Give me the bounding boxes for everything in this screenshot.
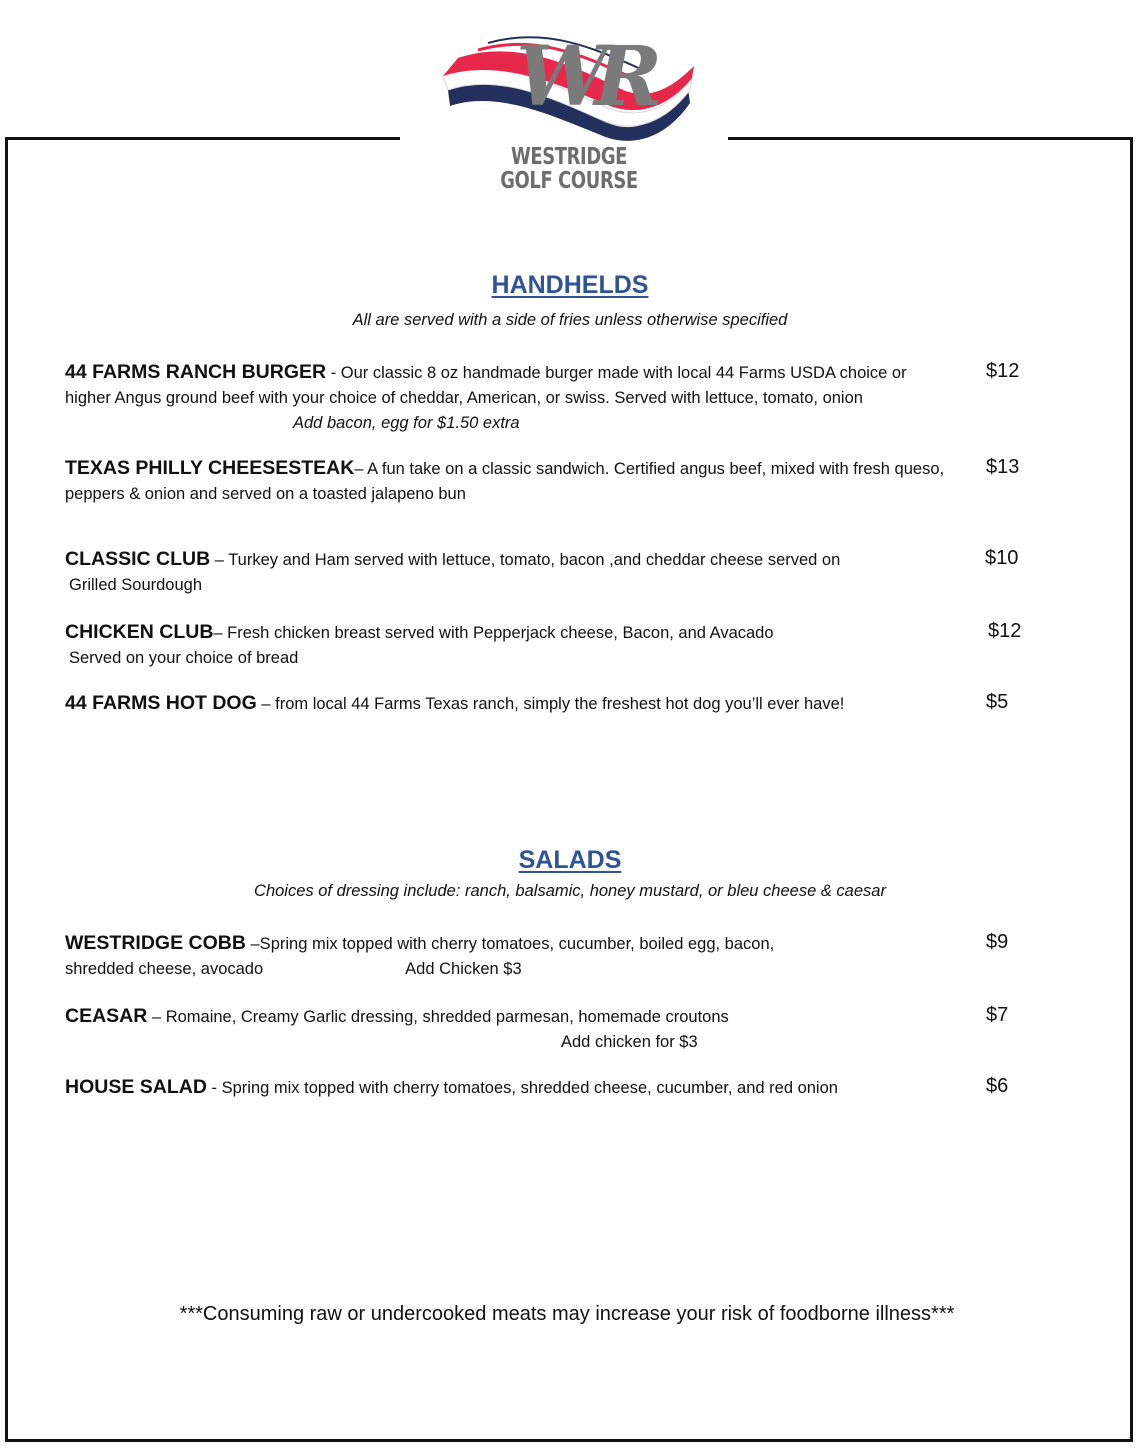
- menu-item: [65, 931, 945, 982]
- logo-name-line2: GOLF COURSE: [500, 168, 638, 194]
- item-name: CLASSIC CLUB: [65, 548, 211, 570]
- item-desc: – Fresh chicken breast served with Pepperjack cheese, Bacon, and Avacado: [213, 624, 774, 642]
- menu-item: [65, 1004, 945, 1055]
- item-price: $9: [986, 931, 1009, 953]
- salads-title: SALADS: [518, 846, 622, 874]
- menu-item: [65, 691, 945, 717]
- item-name: 44 FARMS RANCH BURGER: [65, 361, 327, 383]
- item-price: $7: [986, 1004, 1009, 1026]
- item-name: 44 FARMS HOT DOG: [65, 692, 257, 714]
- item-extra: Add Chicken $3: [405, 960, 522, 978]
- item-desc: - Spring mix topped with cherry tomatoes, shredded cheese, cucumber, and red onion: [206, 1079, 838, 1097]
- item-price: $10: [985, 547, 1019, 569]
- item-price: $6: [986, 1075, 1009, 1097]
- salads-subtitle: Choices of dressing include: ranch, balsamic, honey mustard, or bleu cheese & caesar: [254, 882, 886, 900]
- item-extra: Add chicken for $3: [561, 1033, 698, 1051]
- handhelds-title: HANDHELDS: [491, 271, 649, 299]
- item-name: HOUSE SALAD: [65, 1076, 207, 1098]
- menu-item: [65, 360, 945, 436]
- item-desc: –Spring mix topped with cherry tomatoes, cucumber, boiled egg, bacon,: [245, 935, 775, 953]
- item-price: $12: [986, 360, 1020, 382]
- monogram: WR: [516, 29, 649, 125]
- item-desc: – Turkey and Ham served with lettuce, tomato, bacon ,and cheddar cheese served on: [210, 551, 841, 569]
- menu-item: [65, 456, 945, 507]
- item-desc: - Our classic 8 oz handmade burger made with local 44 Farms USDA choice or higher Angus ground beef with your choice of cheddar, American, or swiss. Served with lettuce, tomato, onion: [65, 364, 907, 407]
- menu-border: [5, 137, 1133, 1442]
- food-safety-note: ***Consuming raw or undercooked meats may increase your risk of foodborne illness***: [179, 1303, 955, 1325]
- handhelds-subtitle: All are served with a side of fries unless otherwise specified: [352, 311, 788, 329]
- item-extra: Add bacon, egg for $1.50 extra: [293, 414, 520, 432]
- item-name: TEXAS PHILLY CHEESESTEAK: [65, 457, 355, 479]
- item-price: $5: [986, 691, 1009, 713]
- item-desc: – A fun take on a classic sandwich. Certified angus beef, mixed with fresh queso, peppers & onion and served on a toasted jalapeno bun: [65, 460, 945, 503]
- item-name: CEASAR: [65, 1005, 148, 1027]
- item-price: $13: [986, 456, 1020, 478]
- item-desc: – from local 44 Farms Texas ranch, simply the freshest hot dog you’ll ever have!: [256, 695, 845, 713]
- item-desc-line2: Grilled Sourdough: [69, 576, 202, 594]
- logo-name-line1: WESTRIDGE: [510, 144, 628, 170]
- westridge-logo: [438, 28, 700, 198]
- menu-item: [65, 620, 945, 671]
- item-desc-line2: shredded cheese, avocado: [65, 960, 264, 978]
- item-name: WESTRIDGE COBB: [65, 932, 246, 954]
- item-price: $12: [988, 620, 1022, 642]
- item-desc: – Romaine, Creamy Garlic dressing, shredded parmesan, homemade croutons: [147, 1008, 729, 1026]
- item-name: CHICKEN CLUB: [65, 621, 214, 643]
- item-desc-line2: Served on your choice of bread: [69, 649, 299, 667]
- menu-item: [65, 1075, 945, 1101]
- menu-item: [65, 547, 945, 598]
